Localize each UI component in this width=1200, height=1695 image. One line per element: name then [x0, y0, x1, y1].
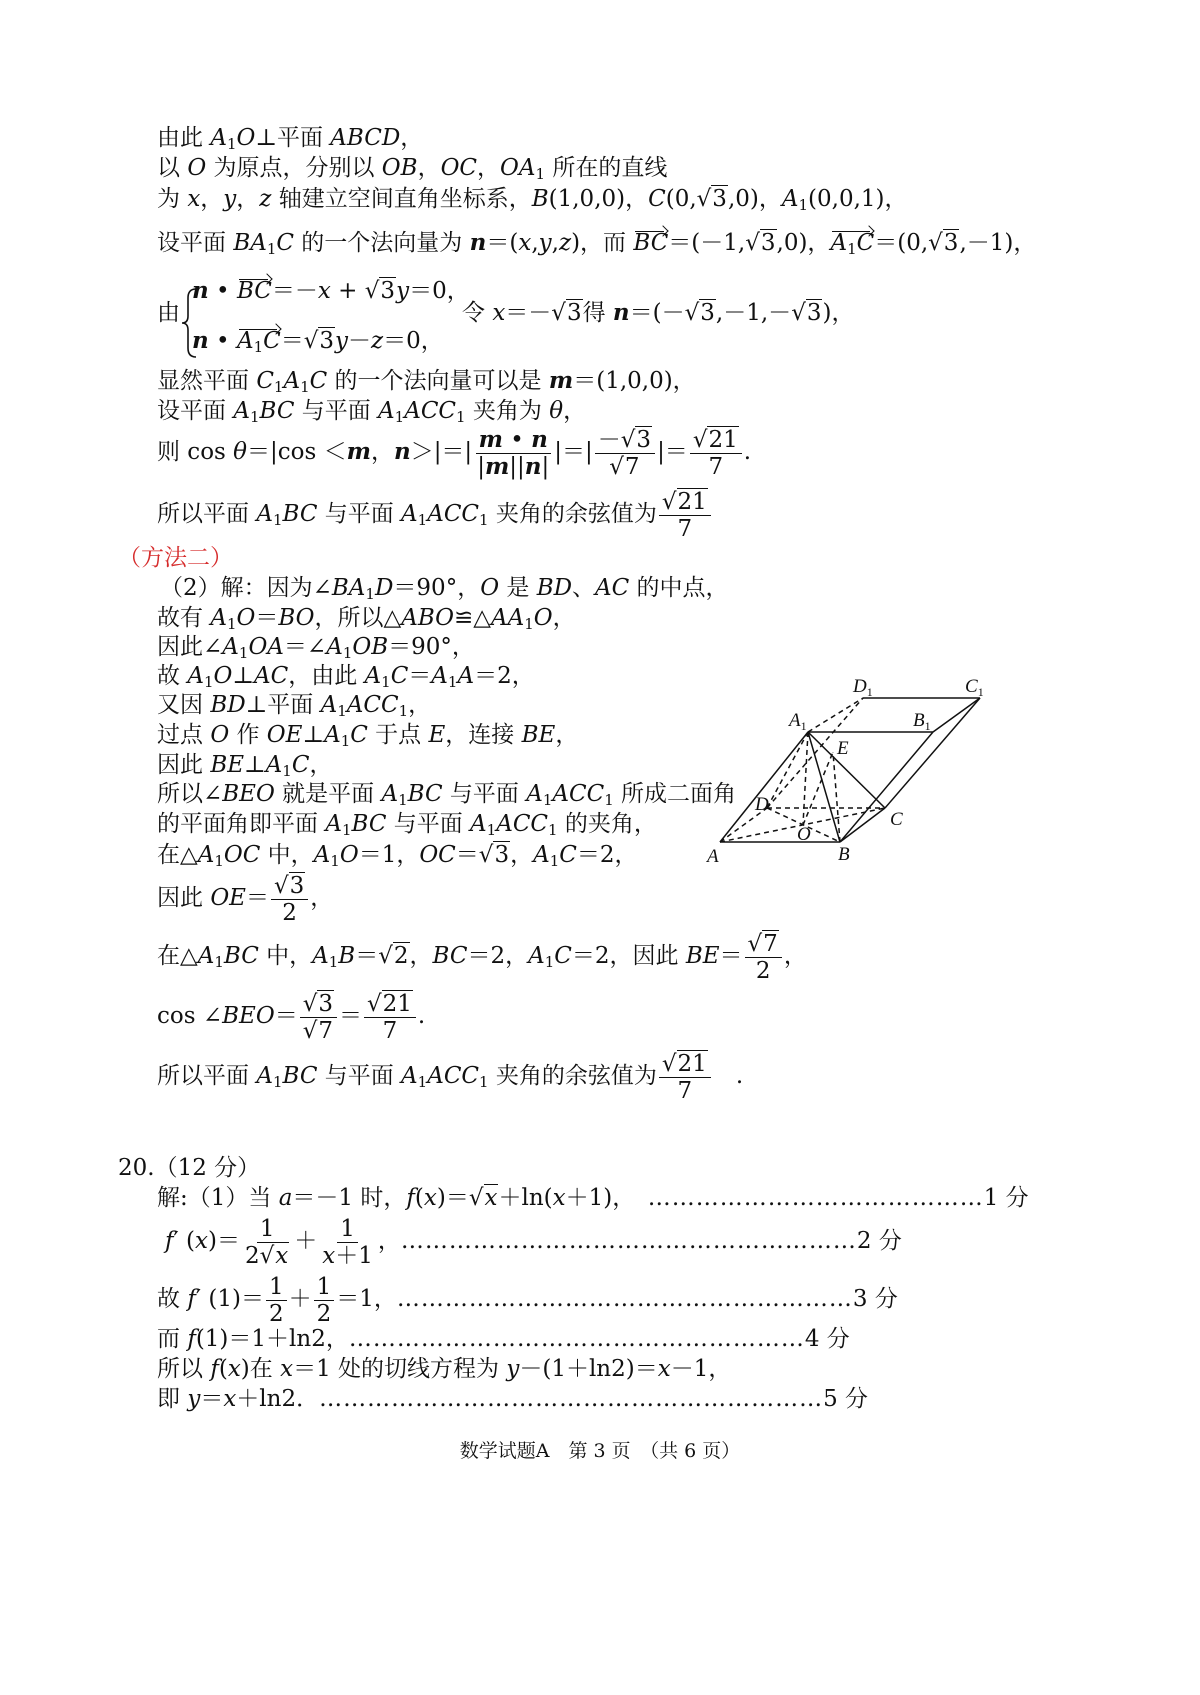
- edge-B1-C1: [933, 698, 980, 732]
- label-B1: [913, 710, 931, 733]
- text-q20-solve: 解:（1）当: [157, 1185, 272, 1211]
- label-D1-main: D: [853, 676, 867, 697]
- label-A1-main: A: [789, 710, 801, 731]
- line-9: 所以平面 $A_1BC$ 与平面 $A_1ACC_1$ 夹角的余弦值为 $\frac{√21}{7}$: [157, 488, 713, 542]
- q20-line-4: 而 f(1)＝1＋ln2，…………………………………………………4 分: [157, 1326, 850, 1352]
- text-solve: （2）解：因为∠: [160, 575, 332, 601]
- edge-B-B1: [840, 732, 933, 842]
- edge-A1-D: [767, 732, 808, 808]
- line-5-prefix: 由: [157, 300, 180, 326]
- q20-line-6: 即 y＝x＋ln2．………………………………………………………5 分: [157, 1386, 869, 1412]
- q20-line-2: f′ (x)＝ $\frac{1}{2√x}$ ＋ $\frac{1}{x+1}$ ，…………………………………………………2 分: [165, 1215, 902, 1269]
- edge-A-A1: [720, 732, 808, 842]
- line-1: 由此 $A_1O\perp$平面 ABCD，: [157, 125, 424, 153]
- label-O: O: [797, 824, 811, 845]
- edge-A1-O: [803, 732, 808, 825]
- q20-header: 20.（12 分）: [118, 1155, 261, 1181]
- m2-line-13: cos ∠BEO＝ $\frac{√3}{√7}$ ＝ $\frac{√21}{7}$ .: [157, 990, 426, 1044]
- m2-line-1: （2）解：因为$\angle BA_1D=90^\circ$，O 是 BD、AC 的中点，: [160, 575, 729, 603]
- system-eq-1: n • BC＝－x + √3y＝0，: [192, 277, 470, 304]
- q20-line-5: 所以 f(x)在 x＝1 处的切线方程为 y－(1＋ln2)＝x－1，: [157, 1356, 732, 1382]
- label-B1-sub: 1: [924, 719, 931, 733]
- score-3: 3 分: [852, 1286, 898, 1312]
- m2-line-12: 在$\triangle A_1BC$ 中，$A_1B=√2$，BC＝2，$A_1C=2$，因此 BE＝ $\frac{√7}{2}$ ，: [157, 930, 807, 984]
- m2-line-7: 因此 $BE\perp A_1C$，: [157, 752, 333, 780]
- m2-line-11: 因此 OE＝ $\frac{√3}{2}$ ，: [157, 872, 334, 926]
- score-1: 1 分: [983, 1185, 1029, 1211]
- line-5-let: 令 x＝－√3得 n＝(－√3,－1,－√3)，: [462, 299, 855, 326]
- edge-A1-D1: [808, 698, 863, 732]
- score-5: 5 分: [823, 1386, 869, 1412]
- label-D: D: [755, 794, 769, 815]
- label-C1: [965, 676, 984, 699]
- label-D1-sub: 1: [866, 685, 873, 699]
- label-E: E: [837, 738, 849, 759]
- label-B1-main: B: [913, 710, 925, 731]
- label-D1: [852, 676, 873, 699]
- line-4: 设平面 $BA_1C$ 的一个法向量为 n＝(x,y,z)，而 BC＝(－1,√3,0)，$A_1C=(0,√3,-1)$，: [157, 229, 1037, 258]
- m2-line-5: 又因 BD⊥平面 $A_1ACC_1$，: [157, 692, 432, 720]
- m2-line-3: 因此$\angle A_1OA=\angle A_1OB=90^\circ$，: [157, 634, 475, 662]
- m2-line-6: 过点 O 作 $OE\perp A_1C$ 于点 E，连接 BE，: [157, 722, 579, 750]
- geometry-figure: [705, 670, 1005, 870]
- line-7: 设平面 $A_1BC$ 与平面 $A_1ACC_1$ 夹角为 θ，: [157, 398, 587, 426]
- m2-line-2: 故有 $A_1O=BO$，所以$\triangle ABO≌\triangle AA_1O$，: [157, 605, 576, 633]
- m2-line-4: 故 $A_1O\perp AC$，由此 $A_1C=A_1A=2$，: [157, 663, 535, 691]
- q20-line-3: 故 f′ (1)＝ $\frac{1}{2}$ ＋ $\frac{1}{2}$ ＝1，…………………………………………………3 分: [157, 1273, 898, 1327]
- label-A1: [787, 710, 807, 733]
- text-plane: 平面: [276, 125, 323, 151]
- m2-line-10: 在$\triangle A_1OC$ 中，$A_1O=1$，OC＝√3，$A_1C=2$，: [157, 842, 638, 870]
- label-C1-main: C: [965, 676, 978, 697]
- label-C: C: [890, 809, 903, 830]
- label-A1-sub: 1: [800, 719, 807, 733]
- q20-line-1: 解:（1）当 a＝－1 时，f(x)＝√x＋ln(x＋1)， ……………………………………1 分: [157, 1185, 1029, 1211]
- label-B: B: [838, 844, 850, 865]
- line-2: 以 O 为原点，分别以 OB，OC，$OA_1$ 所在的直线: [157, 155, 668, 183]
- text-let: 令: [462, 300, 485, 326]
- system-eq-2: n • $A_1C=√3y-z=0$，: [192, 327, 444, 356]
- edge-C-C1: [885, 698, 980, 808]
- line-8: 则 cos θ＝|cos ＜m，n＞|＝| $\frac{m • n}{|m||n|}$ |＝| $\frac{-√3}{√7}$ |＝ $\frac{√21}{7}$ .: [157, 425, 752, 480]
- line-6: 显然平面 $C_1A_1C$ 的一个法向量可以是 m＝(1,0,0)，: [157, 367, 696, 396]
- line-3: 为 x，y，z 轴建立空间直角坐标系，B(1,0,0)，C(0,√3,0)，$A_1(0,0,1)$，: [157, 186, 908, 214]
- edge-O-E: [803, 752, 833, 825]
- m2-line-8: 所以∠BEO 就是平面 $A_1BC$ 与平面 $A_1ACC_1$ 所成二面角: [157, 781, 737, 809]
- label-A: A: [707, 846, 719, 867]
- method2-label: （方法二）: [118, 545, 233, 571]
- m2-line-14: 所以平面 $A_1BC$ 与平面 $A_1ACC_1$ 夹角的余弦值为 $\frac{√21}{7}$ .: [157, 1050, 744, 1104]
- score-4: 4 分: [804, 1326, 850, 1352]
- m2-line-9: 的平面角即平面 $A_1BC$ 与平面 $A_1ACC_1$ 的夹角，: [157, 811, 657, 839]
- page-footer: 数学试题A 第 3 页 （共 6 页）: [459, 1440, 741, 1462]
- label-C1-sub: 1: [977, 685, 984, 699]
- score-2: 2 分: [856, 1228, 902, 1254]
